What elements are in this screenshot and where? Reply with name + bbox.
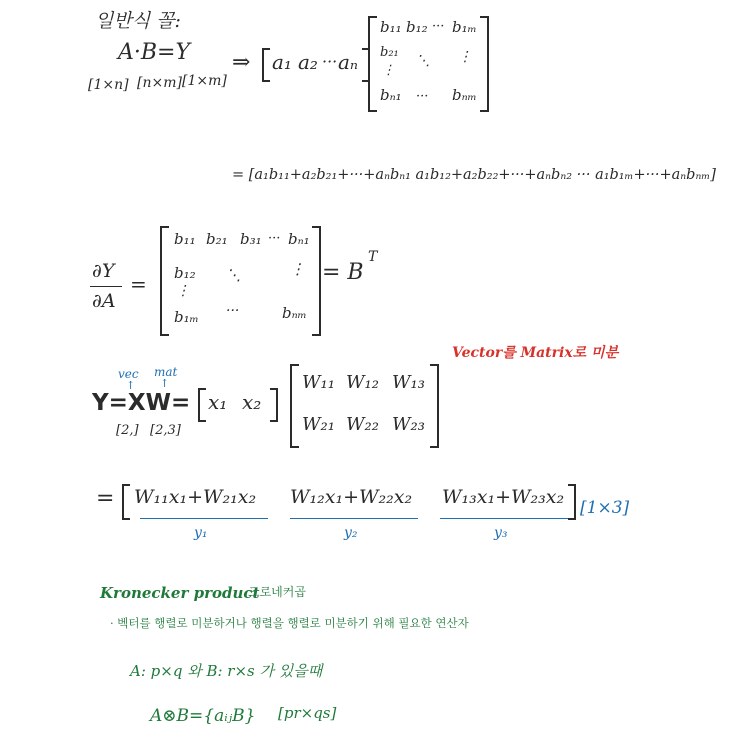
kronecker-condition: A: p×q 와 B: r×s 가 있을때 (130, 662, 323, 680)
jacobian-ddots: ⋱ (226, 266, 241, 284)
a-vector-dots: ··· (322, 52, 338, 71)
result-term-3: W₁₃x₁+W₂₃x₂ (442, 486, 565, 508)
w-matrix-left-bracket (290, 364, 299, 448)
derivative-equals: = (130, 272, 147, 296)
y3-label: y₃ (494, 525, 508, 541)
b-matrix-ddots: ⋱ (416, 53, 430, 69)
x-vector-x1: x₁ (208, 390, 228, 414)
w-matrix-w21: W₂₁ (302, 414, 335, 435)
w-matrix-w12: W₁₂ (346, 372, 379, 393)
jacobian-b12: b₁₂ (174, 264, 196, 282)
result-term-1: W₁₁x₁+W₂₁x₂ (134, 486, 257, 508)
jacobian-bottom-dots: ··· (226, 303, 240, 319)
heading-general-form: 일반식 꼴: (95, 10, 181, 32)
a-vector-left-bracket (262, 48, 270, 82)
underline-y3 (440, 518, 568, 519)
jacobian-right-bracket (312, 226, 321, 336)
transpose-superscript: T (368, 249, 378, 265)
kronecker-formula-dim: [pr×qs] (278, 704, 337, 722)
a-vector-a1: a₁ (272, 50, 292, 74)
implies-arrow: ⇒ (232, 50, 251, 75)
dim-b: [n×m] (137, 75, 182, 91)
a-vector-a2: a₂ (298, 50, 318, 74)
transpose-result: = B (322, 260, 364, 285)
b-matrix-row-vdots: ⋮ (382, 63, 395, 78)
b-matrix-right-bracket (480, 16, 489, 112)
mat-arrow: ↑ (160, 377, 170, 390)
a-vector-an: aₙ (338, 50, 359, 74)
kronecker-title: Kronecker product (100, 584, 260, 602)
fraction-bar (90, 286, 122, 287)
result-term-2: W₁₂x₁+W₂₂x₂ (290, 486, 413, 508)
vec-label: vec (118, 367, 139, 381)
b-matrix-b11: b₁₁ (380, 18, 402, 36)
note-vector-matrix: Vector를 Matrix로 미분 (452, 345, 619, 361)
w-matrix-w13: W₁₃ (392, 372, 425, 393)
b-matrix-dots: ··· (432, 19, 445, 34)
kronecker-title-ko: 크로네커곱 (248, 585, 306, 599)
product-result: = [a₁b₁₁+a₂b₂₁+···+aₙbₙ₁ a₁b₁₂+a₂b₂₂+···+aₙbₙ₂ ··· a₁b₁ₘ+···+aₙbₙₘ] (232, 167, 716, 183)
jacobian-col-vdots: ⋮ (290, 260, 305, 278)
result-dim: [1×3] (580, 498, 630, 518)
w-matrix-w23: W₂₃ (392, 414, 425, 435)
y1-label: y₁ (194, 525, 208, 541)
b-matrix-col-vdots: ⋮ (458, 49, 472, 65)
y2-label: y₂ (344, 525, 358, 541)
jacobian-dots: ··· (268, 231, 281, 246)
kronecker-formula: A⊗B={aᵢⱼB} (150, 706, 256, 726)
x-vector-right-bracket (270, 388, 278, 422)
kronecker-bullet: · 벡터를 행렬로 미분하거나 행렬을 행렬로 미분하기 위해 필요한 연산자 (110, 616, 469, 630)
result-equals: = (96, 486, 115, 511)
jacobian-row-vdots: ⋮ (176, 283, 190, 299)
equation-y-xw: Y=XW= (92, 390, 191, 416)
w-matrix-w22: W₂₂ (346, 414, 379, 435)
jacobian-b31: b₃₁ (240, 230, 262, 248)
vec-arrow: ↑ (126, 379, 136, 392)
w-matrix-right-bracket (430, 364, 439, 448)
dim-x: [2,] (116, 423, 139, 438)
result-right-bracket (568, 484, 576, 520)
b-matrix-b21: b₂₁ (380, 45, 399, 60)
jacobian-bn1: bₙ₁ (288, 230, 310, 248)
result-left-bracket (122, 484, 130, 520)
b-matrix-b12: b₁₂ (406, 18, 428, 36)
jacobian-b11: b₁₁ (174, 230, 196, 248)
derivative-numerator: ∂Y (92, 260, 115, 282)
jacobian-b1m: b₁ₘ (174, 308, 199, 326)
jacobian-b21: b₂₁ (206, 230, 228, 248)
b-matrix-b1m: b₁ₘ (452, 18, 477, 36)
dim-w: [2,3] (150, 423, 181, 438)
w-matrix-w11: W₁₁ (302, 372, 335, 393)
dim-y: [1×m] (182, 73, 227, 89)
underline-y2 (290, 518, 418, 519)
jacobian-left-bracket (160, 226, 169, 336)
x-vector-x2: x₂ (242, 390, 262, 414)
mat-label: mat (154, 365, 178, 379)
b-matrix-bottom-dots: ··· (416, 89, 429, 104)
derivative-denominator: ∂A (92, 290, 116, 312)
b-matrix-bnm: bₙₘ (452, 86, 477, 104)
b-matrix-bn1: bₙ₁ (380, 86, 402, 104)
x-vector-left-bracket (198, 388, 206, 422)
dim-a: [1×n] (88, 77, 129, 93)
b-matrix-left-bracket (368, 16, 377, 112)
equation-ab-y: A·B=Y (118, 40, 191, 65)
jacobian-bnm: bₙₘ (282, 304, 307, 322)
underline-y1 (140, 518, 268, 519)
